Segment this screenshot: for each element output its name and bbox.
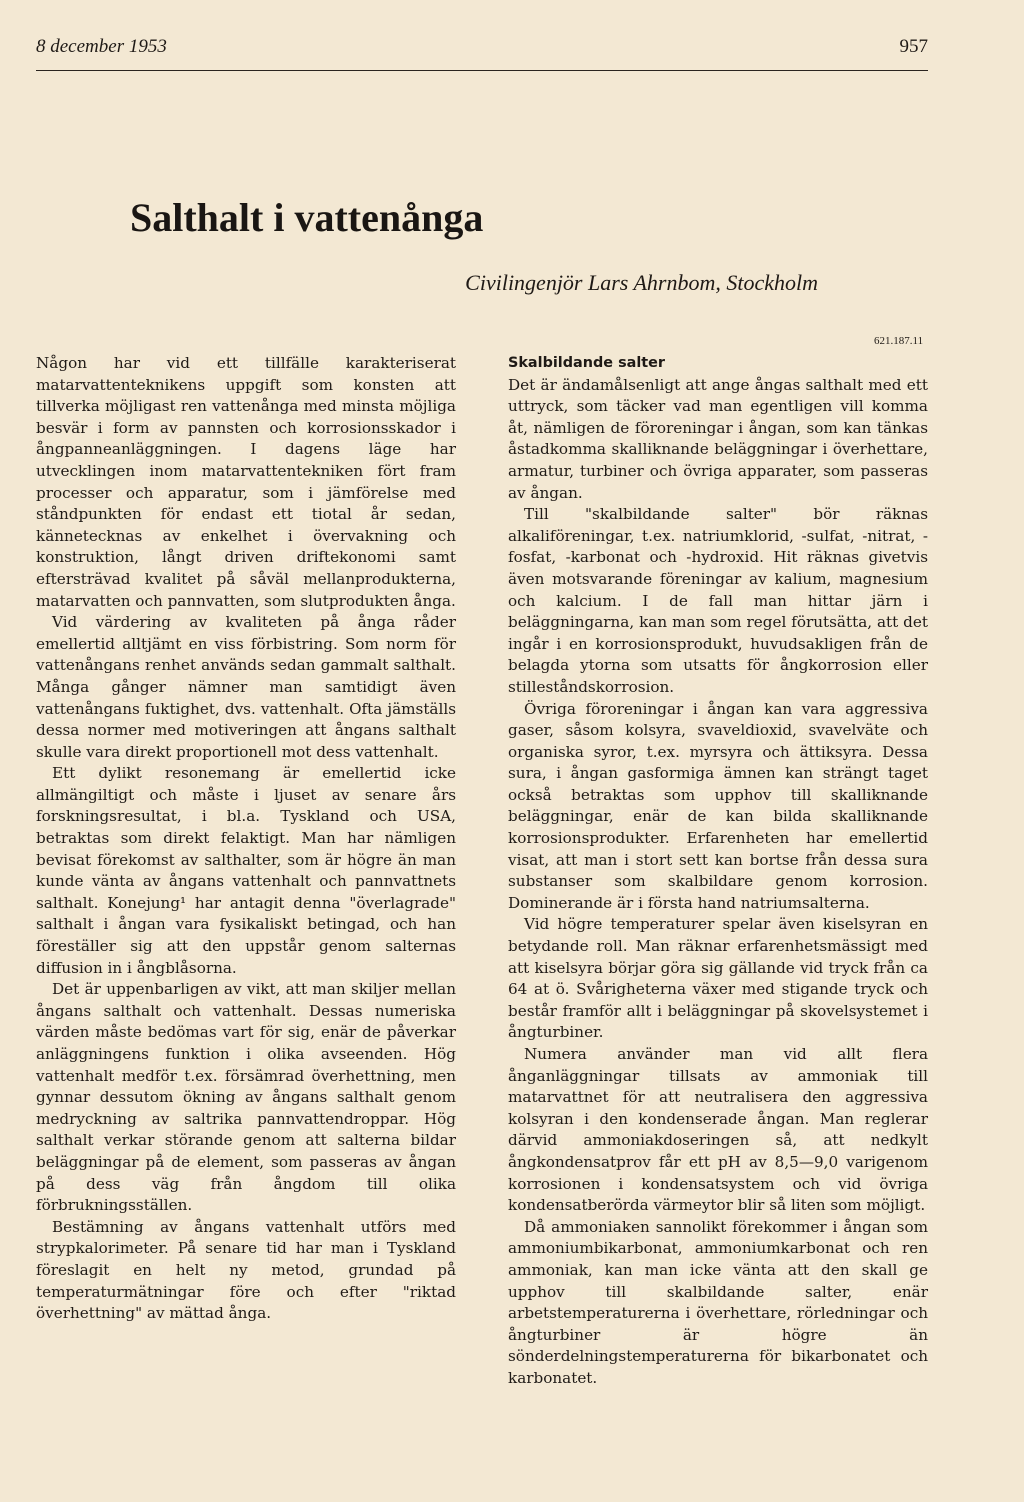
paragraph: Någon har vid ett tillfälle karakteriserat matarvattenteknikens uppgift som konsten att tillverka möjligast ren vattenånga med minsta möjliga besvär i form av pannsten och korrosionsskador i ångpanneanläggningen. I dagens läge har utvecklingen inom matarvattentekniken fört fram processer och apparatur, som i jämförelse med ståndpunkten för endast ett tiotal år sedan, kännetecknas av enkelhet i övervakning och konstruktion, långt driven driftekonomi samt eftersträvad kvalitet på såväl mellanprodukterna, matarvatten och pannvatten, som slutprodukten ånga. xyxy=(36,354,456,610)
paragraph: Till "skalbildande salter" bör räknas alkaliföreningar, t.ex. natriumklorid, -sulfat, -nitrat, -fosfat, -karbonat och -hydroxid. Hit räknas givetvis även motsvarande föreningar av kalium, magnesium och kalcium. I de fall man hittar järn i beläggningarna, kan man som regel förutsätta, att det ingår i en korrosionsprodukt, huvudsakligen från de belagda ytorna som utsatts för ångkorrosion eller stilleståndskorrosion. xyxy=(508,505,928,696)
paragraph: Det är uppenbarligen av vikt, att man skiljer mellan ångans salthalt och vattenhalt. Dessas numeriska värden måste bedömas vart för sig, enär de påverkar anläggningens funktion i olika avseenden. Hög vattenhalt medför t.ex. försämrad överhettning, men gynnar dessutom ökning av ångans salthalt genom medryckning av saltrika pannvattendroppar. Hög salthalt verkar störande genom att salterna bildar beläggningar på de element, som passeras av ångan på dess väg från ångdom till olika förbrukningsställen. xyxy=(36,980,456,1215)
page-number: 957 xyxy=(899,36,928,57)
paragraph: Då ammoniaken sannolikt förekommer i ångan som ammoniumbikarbonat, ammoniumkarbonat och ren ammoniak, kan man icke vänta att den skall ge upphov till skalbildande salter, enär arbetstemperaturerna i överhettare, rörledningar och ångturbiner är högre än sönderdelningstemperaturerna för bikarbonatet och karbonatet. xyxy=(508,1217,928,1387)
paragraph: Vid värdering av kvaliteten på ånga råder emellertid alltjämt en viss förbistring. Som norm för vattenångans renhet används sedan gammalt salthalt. Många gånger nämner man samtidigt även vattenångans fuktighet, dvs. vattenhalt. Ofta jämställs dessa normer med motiveringen att ångans salthalt skulle vara direkt proportionell mot dess vattenhalt. xyxy=(36,613,456,761)
left-column xyxy=(36,353,456,1325)
right-column xyxy=(508,353,928,1390)
paragraph: Bestämning av ångans vattenhalt utförs med strypkalorimeter. På senare tid har man i Tyskland föreslagit en helt ny metod, grundad på temperaturmätningar före och efter "riktad överhettning" av mättad ånga. xyxy=(36,1217,456,1323)
article-title: Salthalt i vattenånga xyxy=(130,195,484,240)
paragraph: Övriga föroreningar i ångan kan vara aggressiva gaser, såsom kolsyra, svaveldioxid, svavelväte och organiska syror, t.ex. myrsyra och ättiksyra. Dessa sura, i ångan gasformiga ämnen kan strängt taget också betraktas som upphov till skalliknande beläggningar, enär de kan bilda skalliknande korrosionsprodukter. Erfarenheten har emellertid visat, att man i stort sett kan bortse från dessa sura substanser som skalbildare genom korrosion. Dominerande är i första hand natriumsalterna. xyxy=(508,699,928,912)
paragraph: Ett dylikt resonemang är emellertid icke allmängiltigt och måste i ljuset av senare års forskningsresultat, i bl.a. Tyskland och USA, betraktas som direkt felaktigt. Man har nämligen bevisat förekomst av salthalter, som är högre än man kunde vänta av ångans vattenhalt och pannvattnets salthalt. Konejung¹ har antagit denna "överlagrade" salthalt i ångan vara fysikaliskt betingad, och han föreställer sig att den uppstår genom salternas diffusion in i ångblåsorna. xyxy=(36,764,456,977)
section-heading: Skalbildande salter xyxy=(508,355,666,371)
running-header xyxy=(36,36,928,71)
article-byline: Civilingenjör Lars Ahrnbom, Stockholm xyxy=(465,270,818,295)
issue-date: 8 december 1953 xyxy=(36,36,167,57)
paragraph: Numera använder man vid allt flera ånganläggningar tillsats av ammoniak till matarvattnet för att neutralisera den aggressiva kolsyran i den kondenserade ångan. Man reglerar därvid ammoniakdoseringen så, att nedkylt ångkondensatprov får ett pH av 8,5—9,0 varigenom korrosionen i kondensatsystem och vid övriga kondensatberörda värmeytor blir så liten som möjligt. xyxy=(508,1045,928,1215)
udc-classification: 621.187.11 xyxy=(874,335,924,347)
paragraph: Det är ändamålsenligt att ange ångas salthalt med ett uttryck, som täcker vad man egentligen vill komma åt, nämligen de föroreningar i ångan, som kan tänkas åstadkomma skalliknande beläggningar i överhettare, armatur, turbiner och övriga apparater, som passeras av ångan. xyxy=(508,375,928,502)
paragraph: Vid högre temperaturer spelar även kiselsyran en betydande roll. Man räknar erfarenhetsmässigt med att kiselsyra börjar göra sig gällande vid tryck från ca 64 at ö. Svårigheterna växer med stigande tryck och består framför allt i beläggningar på skovelsystemet i ångturbiner. xyxy=(508,915,928,1042)
